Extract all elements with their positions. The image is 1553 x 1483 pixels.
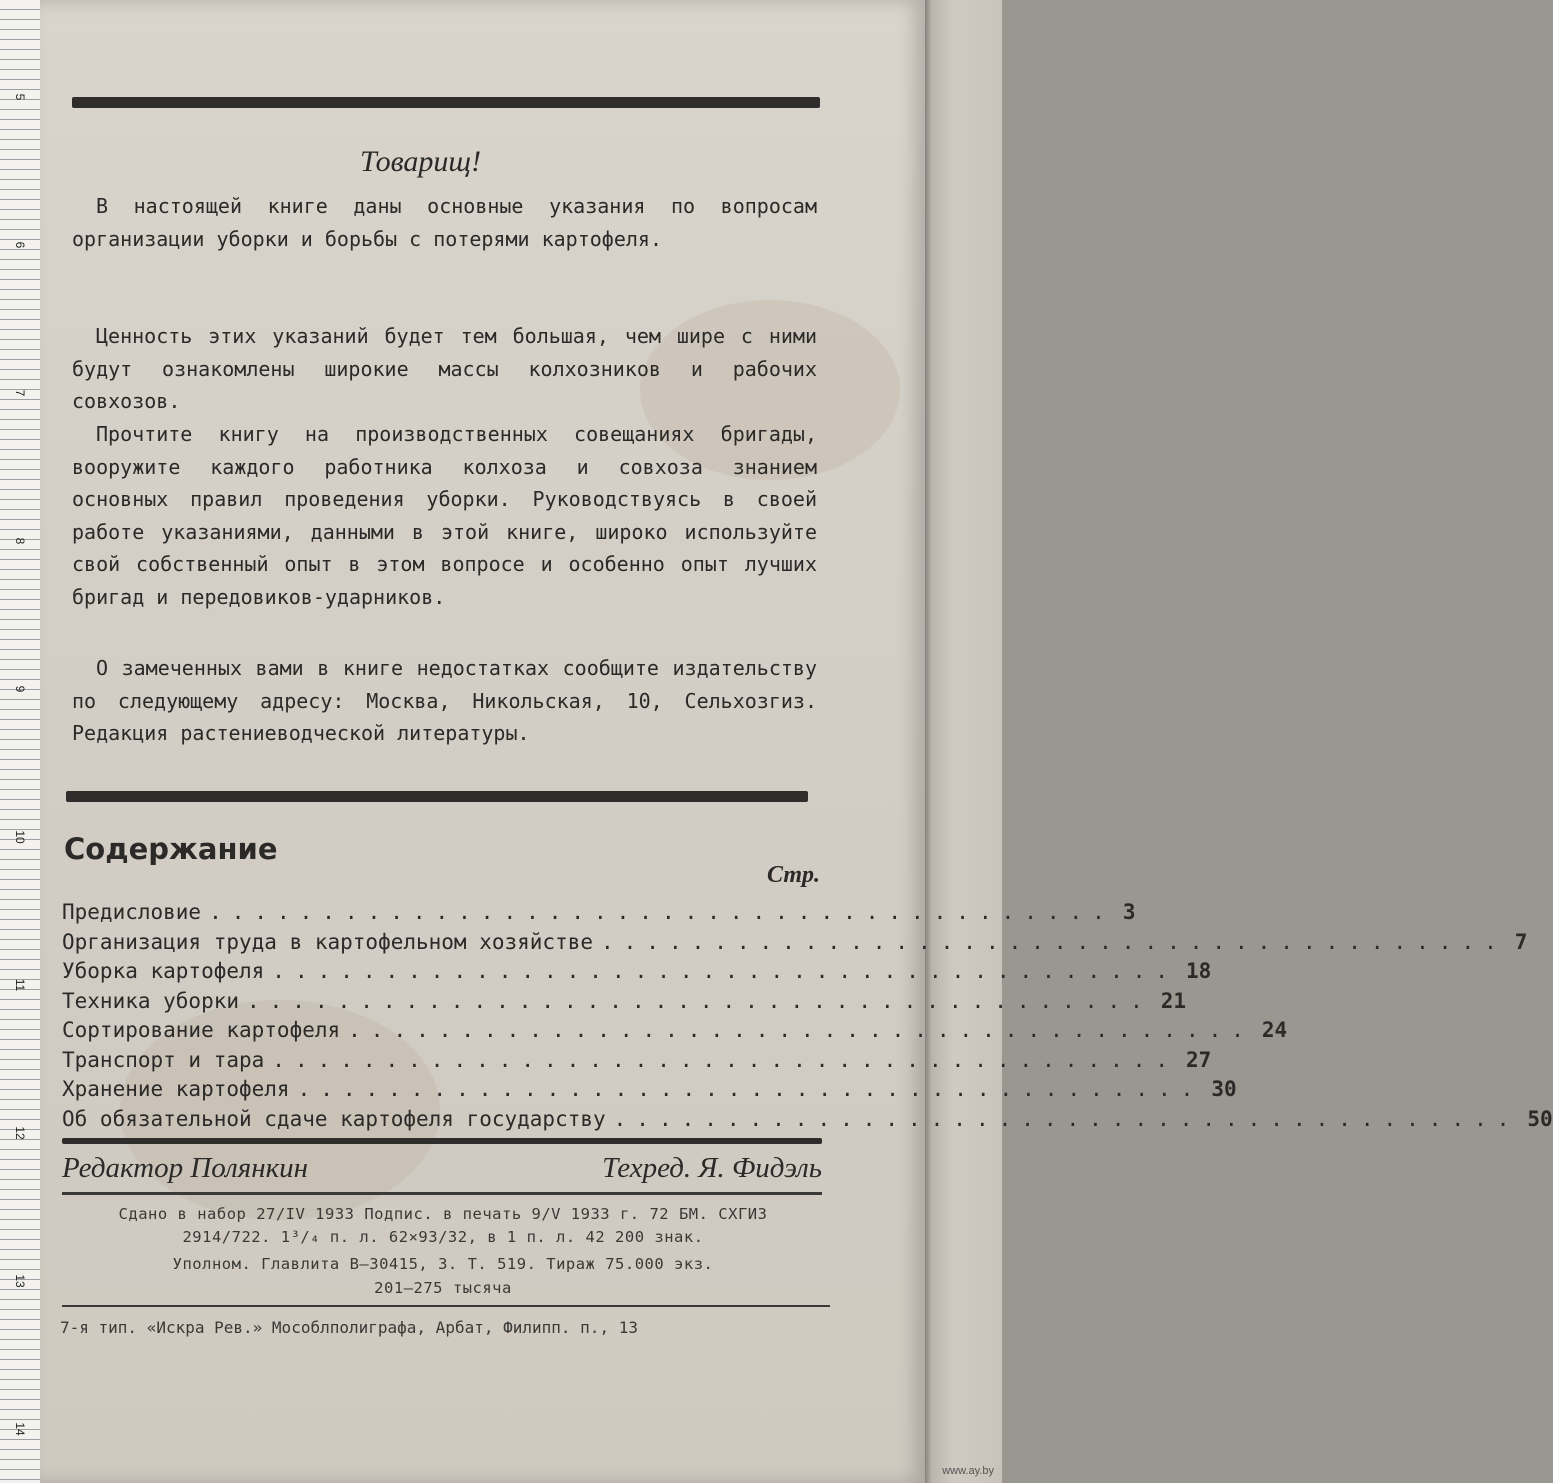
editor-credit: Редактор Полянкин (62, 1152, 309, 1184)
toc-leader-dots: ........................................ (601, 929, 1507, 954)
credits (62, 1152, 822, 1185)
toc-entry-label: Организация труда в картофельном хозяйстве (62, 929, 594, 954)
intro-paragraph: В настоящей книге даны основные указания по вопросам организации уборки и борьбы с потерями картофеля. (72, 194, 817, 251)
toc-entry (62, 900, 1136, 930)
imprint-line: 201—275 тысяча (374, 1279, 512, 1297)
toc-leader-dots: ........................................ (247, 988, 1153, 1013)
tech-editor-credit: Техред. Я. Фидэль (602, 1152, 822, 1184)
toc-entry-page: 30 (1211, 1077, 1237, 1101)
toc-entry-page: 18 (1186, 959, 1212, 983)
toc-entry-label: Предисловие (62, 900, 202, 924)
intro-paragraph: Прочтите книгу на производственных совещаниях бригады, вооружите каждого работника колхоза и совхоза знанием основных правил проведения уборки. Руководствуясь в своей работе указаниями, данными в этой книге, широко используйте свой собственный опыт в этом вопросе и особенно опыт лучших бригад и передовиков-ударников. (72, 422, 817, 609)
ruler-number: 10 (13, 830, 27, 844)
toc-entry-label: Техника уборки (62, 988, 240, 1013)
imprint-line: Сдано в набор 27/IV 1933 Подпис. в печать 9/V 1933 г. 72 БМ. СХГИЗ (118, 1205, 768, 1223)
table-of-contents (62, 900, 1553, 1136)
toc-entry (62, 1077, 1237, 1107)
toc-leader-dots: ........................................ (348, 1018, 1254, 1042)
intro-paragraph: О замеченных вами в книге недостатках сообщите издательству по следующему адресу: Москва, Никольская, 10, Сельхозгиз. Редакция растениеводческой литературы. (72, 656, 817, 745)
toc-entry (62, 1106, 1553, 1137)
toc-leader-dots: ........................................ (297, 1077, 1204, 1101)
toc-entry-label: Транспорт и тара (62, 1047, 265, 1072)
toc-leader-dots: ........................................ (272, 959, 1179, 983)
toc-entry-label: Об обязательной сдаче картофеля государству (62, 1106, 606, 1131)
toc-entry (62, 988, 1187, 1019)
ruler-number: 7 (13, 389, 27, 397)
toc-entry-label: Хранение картофеля (62, 1077, 290, 1101)
ruler-number: 5 (13, 93, 27, 101)
toc-leader-dots: ........................................ (272, 1047, 1179, 1072)
toc-entry (62, 1047, 1212, 1078)
ruler-number: 14 (13, 1422, 27, 1436)
middle-rule (66, 791, 808, 802)
toc-leader-dots: ........................................ (209, 900, 1115, 924)
imprint-line: 2914/722. 1³/₄ п. л. 62×93/32, в 1 п. л. 42 200 знак. (182, 1228, 704, 1246)
ruler-number: 6 (13, 241, 27, 249)
ruler-number: 8 (13, 537, 27, 545)
toc-entry-label: Уборка картофеля (62, 959, 265, 983)
toc-entry (62, 929, 1528, 960)
toc-leader-dots: ........................................ (613, 1106, 1520, 1131)
adjacent-page-edge (922, 0, 1002, 1483)
watermark: www.ay.by (942, 1465, 994, 1477)
toc-bottom-rule (62, 1138, 822, 1144)
imprint-top-rule (62, 1192, 822, 1195)
toc-entry (62, 959, 1212, 989)
toc-entry-label: Сортирование картофеля (62, 1018, 341, 1042)
ruler-number: 13 (13, 1274, 27, 1288)
ruler-number: 11 (13, 978, 27, 992)
toc-entry (62, 1018, 1288, 1048)
page-heading: Товарищ! (360, 145, 482, 178)
ruler-number: 9 (13, 685, 27, 693)
ruler-number: 12 (13, 1126, 27, 1140)
toc-entry-page: 27 (1186, 1047, 1212, 1072)
toc-page-header: Стр. (766, 862, 820, 888)
top-rule (72, 97, 820, 108)
printer-info: 7-я тип. «Искра Рев.» Мособлполиграфа, Арбат, Филипп. п., 13 (60, 1318, 638, 1337)
toc-entry-page: 24 (1261, 1018, 1288, 1042)
intro-paragraph: Ценность этих указаний будет тем большая, чем шире с ними будут ознакомлены широкие массы колхозников и рабочих совхозов. (72, 324, 817, 413)
toc-entry-page: 50 (1527, 1106, 1553, 1131)
printer-rule (62, 1305, 830, 1307)
toc-entry-page: 7 (1514, 929, 1528, 954)
toc-title: Содержание (64, 832, 278, 866)
toc-entry-page: 21 (1160, 988, 1187, 1013)
imprint-line: Уполном. Главлита В—30415, З. Т. 519. Тираж 75.000 экз. (172, 1255, 714, 1273)
ruler (0, 0, 44, 1483)
toc-entry-page: 3 (1122, 900, 1136, 924)
